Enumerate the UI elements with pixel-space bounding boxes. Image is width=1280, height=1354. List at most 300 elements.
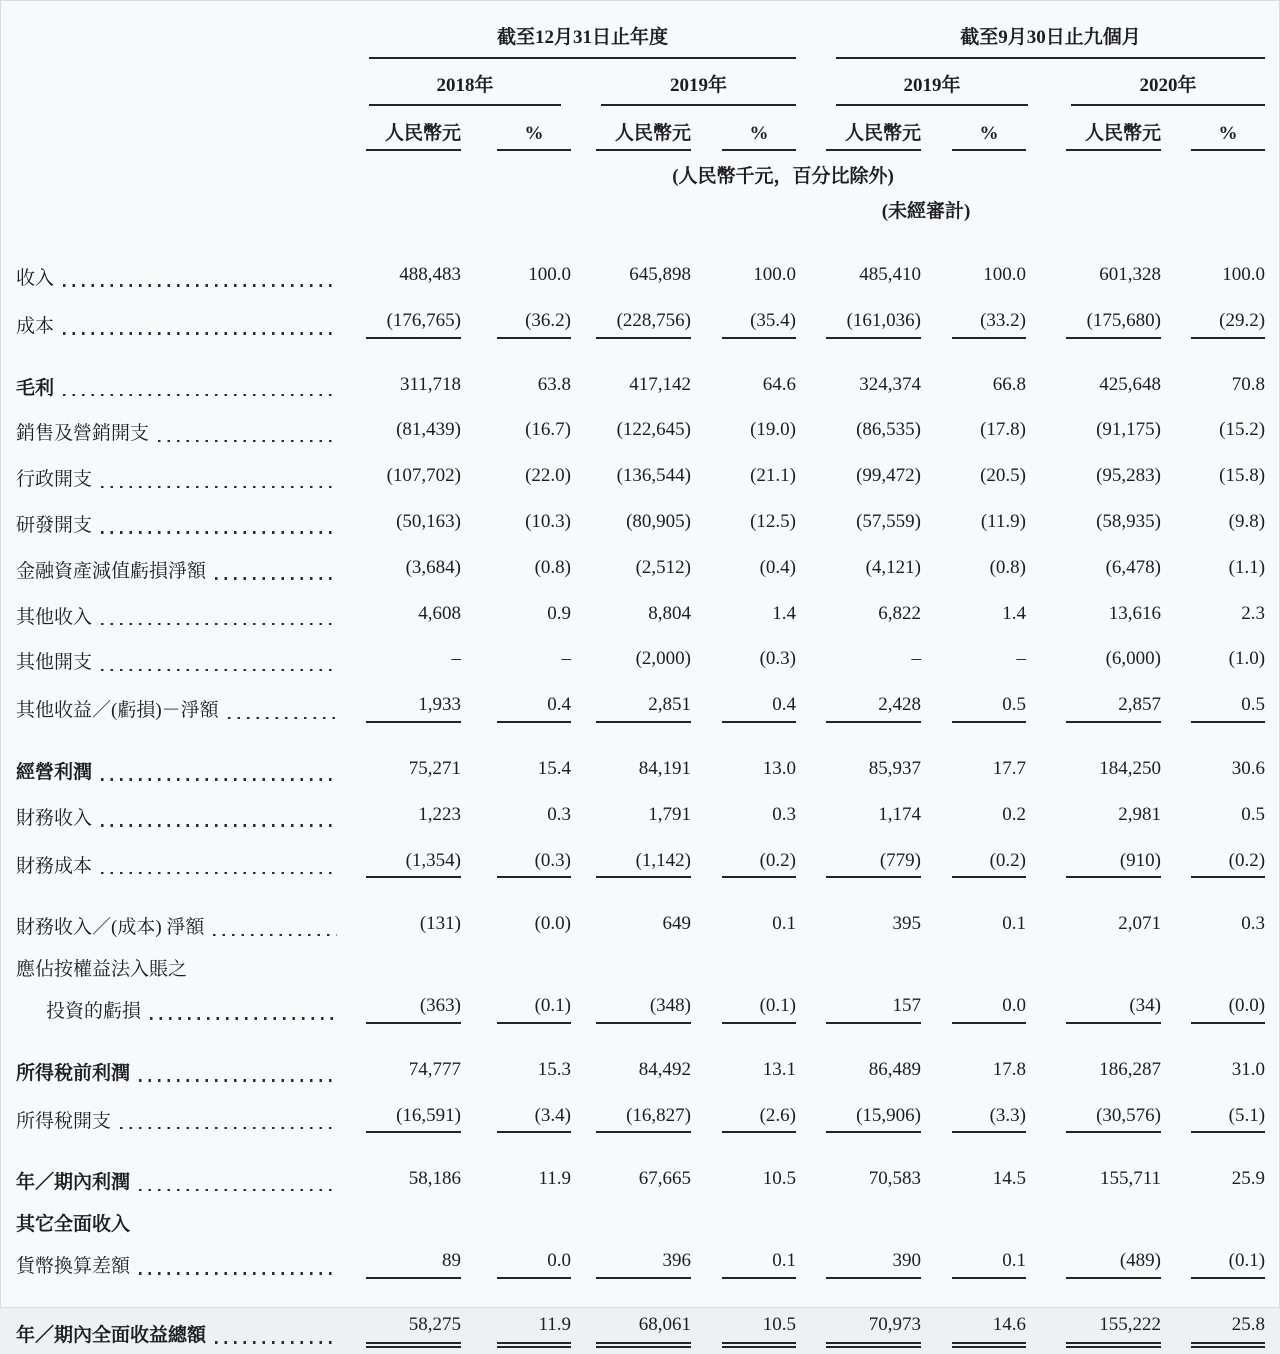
row-label-cell bbox=[16, 224, 351, 297]
value: 1,223 bbox=[418, 803, 461, 825]
value-cell bbox=[351, 729, 461, 791]
unit-row bbox=[16, 106, 1265, 152]
value: 13,616 bbox=[1108, 602, 1162, 624]
row-label: 研發開支 bbox=[16, 514, 93, 536]
value-cell bbox=[571, 544, 691, 590]
table-row bbox=[16, 729, 1265, 791]
value: 1.4 bbox=[1002, 602, 1027, 624]
value-cell bbox=[1161, 982, 1265, 1030]
value: (0.0) bbox=[1191, 995, 1265, 1024]
value-cell bbox=[796, 1285, 921, 1354]
value-cell bbox=[921, 837, 1026, 885]
value-cell bbox=[461, 345, 571, 407]
value-cell bbox=[461, 452, 571, 498]
leader-dots bbox=[158, 440, 337, 442]
unaudited-note: (未經審計) bbox=[881, 201, 971, 223]
value-cell bbox=[351, 635, 461, 681]
row-label: 其它全面收入 bbox=[16, 1214, 131, 1236]
value: 186,287 bbox=[1099, 1058, 1162, 1080]
value: 63.8 bbox=[537, 373, 571, 395]
value-cell bbox=[796, 590, 921, 636]
value: 0.4 bbox=[497, 694, 571, 723]
value-cell bbox=[461, 1285, 571, 1354]
value-cell bbox=[351, 884, 461, 946]
value: (779) bbox=[826, 850, 921, 879]
value-cell bbox=[1026, 297, 1161, 345]
value-cell bbox=[796, 681, 921, 729]
value: (34) bbox=[1066, 995, 1161, 1024]
value: 10.5 bbox=[722, 1314, 796, 1348]
currency-unit-header: 人民幣元 bbox=[826, 123, 921, 152]
value-cell bbox=[1026, 982, 1161, 1030]
period-group-row bbox=[16, 27, 1265, 59]
value-cell bbox=[571, 1237, 691, 1285]
leader-dots bbox=[101, 778, 337, 780]
value: 15.3 bbox=[537, 1058, 571, 1080]
value-cell bbox=[691, 452, 796, 498]
value: (50,163) bbox=[396, 510, 461, 532]
year-header-2018: 2018年 bbox=[369, 75, 561, 106]
row-label-cell bbox=[16, 406, 351, 452]
value: 75,271 bbox=[408, 757, 461, 779]
value: (363) bbox=[366, 995, 461, 1024]
table-row bbox=[16, 946, 1265, 982]
value: 84,492 bbox=[638, 1058, 691, 1080]
value: (0.4) bbox=[759, 556, 797, 578]
value-cell bbox=[461, 544, 571, 590]
value-cell bbox=[796, 1030, 921, 1092]
value: 0.5 bbox=[952, 694, 1026, 723]
value-cell bbox=[796, 1237, 921, 1285]
value-cell bbox=[796, 837, 921, 885]
value-cell bbox=[1161, 1092, 1265, 1140]
value-cell bbox=[1161, 1237, 1265, 1285]
table-row bbox=[16, 452, 1265, 498]
value: (0.3) bbox=[759, 648, 797, 670]
currency-unit-header: 人民幣元 bbox=[596, 123, 691, 152]
value: 11.9 bbox=[497, 1314, 571, 1348]
value-cell bbox=[461, 982, 571, 1030]
value: (57,559) bbox=[856, 510, 922, 532]
value: 2,857 bbox=[1066, 694, 1161, 723]
value: (22.0) bbox=[525, 465, 571, 487]
value: 0.1 bbox=[952, 1250, 1026, 1279]
value: (16.7) bbox=[525, 419, 571, 441]
value: (30,576) bbox=[1066, 1105, 1161, 1134]
table-row bbox=[16, 1285, 1265, 1354]
value-cell bbox=[921, 498, 1026, 544]
year-header-2020-9m: 2020年 bbox=[1071, 75, 1265, 106]
row-label-cell bbox=[16, 1237, 351, 1285]
value-cell bbox=[1026, 224, 1161, 297]
value: (489) bbox=[1066, 1250, 1161, 1279]
value: 396 bbox=[596, 1250, 691, 1279]
value: 324,374 bbox=[859, 373, 922, 395]
value: 100.0 bbox=[1222, 263, 1266, 285]
value: 100.0 bbox=[753, 263, 797, 285]
value: 25.9 bbox=[1231, 1168, 1266, 1190]
value: – bbox=[1016, 648, 1027, 670]
value: (1,142) bbox=[596, 850, 691, 879]
row-label-cell bbox=[16, 345, 351, 407]
value-cell bbox=[921, 224, 1026, 297]
value: 86,489 bbox=[868, 1058, 922, 1080]
value-cell bbox=[1161, 544, 1265, 590]
table-row bbox=[16, 791, 1265, 837]
table-row bbox=[16, 590, 1265, 636]
value-cell bbox=[461, 884, 571, 946]
value: (21.1) bbox=[750, 465, 797, 487]
value: 89 bbox=[366, 1250, 461, 1279]
value: (910) bbox=[1066, 850, 1161, 879]
value: 2,071 bbox=[1118, 913, 1162, 935]
value-cell bbox=[351, 681, 461, 729]
value: (176,765) bbox=[366, 310, 461, 339]
value: (80,905) bbox=[626, 510, 691, 532]
row-label-cell bbox=[16, 791, 351, 837]
leader-dots bbox=[139, 1189, 337, 1191]
table-row bbox=[16, 1201, 1265, 1237]
value-cell bbox=[921, 590, 1026, 636]
value-cell bbox=[921, 635, 1026, 681]
value-cell bbox=[691, 1092, 796, 1140]
value: 11.9 bbox=[538, 1168, 571, 1190]
value-cell bbox=[461, 791, 571, 837]
value: 0.1 bbox=[772, 913, 797, 935]
value: 425,648 bbox=[1099, 373, 1162, 395]
value-cell bbox=[1026, 544, 1161, 590]
value: 70,583 bbox=[868, 1168, 922, 1190]
table-row bbox=[16, 635, 1265, 681]
value-cell bbox=[1161, 498, 1265, 544]
value: 66.8 bbox=[992, 373, 1027, 395]
table-row bbox=[16, 498, 1265, 544]
income-statement-table bbox=[16, 27, 1265, 1354]
leader-dots bbox=[101, 623, 337, 625]
value-cell bbox=[571, 1139, 691, 1201]
value-cell bbox=[1161, 406, 1265, 452]
leader-dots bbox=[63, 332, 337, 334]
value-cell bbox=[796, 1139, 921, 1201]
year-row bbox=[16, 59, 1265, 106]
value-cell bbox=[571, 297, 691, 345]
period-group-annual: 截至12月31日止年度 bbox=[369, 27, 796, 59]
value: 645,898 bbox=[629, 263, 691, 285]
value-cell bbox=[571, 345, 691, 407]
value-cell bbox=[351, 1030, 461, 1092]
row-label: 年／期內利潤 bbox=[16, 1172, 131, 1194]
row-label-cell bbox=[16, 635, 351, 681]
leader-dots bbox=[63, 284, 337, 286]
table-row bbox=[16, 982, 1265, 1030]
value-cell bbox=[796, 498, 921, 544]
value: (2,512) bbox=[635, 556, 691, 578]
leader-dots bbox=[228, 717, 337, 719]
row-label: 毛利 bbox=[16, 377, 55, 399]
value-cell bbox=[571, 1030, 691, 1092]
value-cell bbox=[796, 635, 921, 681]
leader-dots bbox=[139, 1079, 337, 1081]
value: (0.8) bbox=[989, 556, 1027, 578]
value-cell bbox=[796, 982, 921, 1030]
row-label: 貨幣換算差額 bbox=[16, 1255, 131, 1277]
value-cell bbox=[1161, 681, 1265, 729]
value: 6,822 bbox=[878, 602, 922, 624]
value: 157 bbox=[826, 995, 921, 1024]
value-cell bbox=[461, 224, 571, 297]
value: (0.1) bbox=[1191, 1250, 1265, 1279]
value: 0.3 bbox=[772, 803, 797, 825]
value-cell bbox=[1026, 590, 1161, 636]
empty-values-cell bbox=[351, 1201, 1265, 1237]
value-cell bbox=[1026, 884, 1161, 946]
value-cell bbox=[1026, 1285, 1161, 1354]
value: (2.6) bbox=[722, 1105, 796, 1134]
value-cell bbox=[461, 681, 571, 729]
value-cell bbox=[921, 982, 1026, 1030]
value-cell bbox=[691, 884, 796, 946]
row-label: 財務收入 bbox=[16, 807, 93, 829]
value: (15,906) bbox=[826, 1105, 921, 1134]
value: 155,222 bbox=[1066, 1314, 1161, 1348]
table-row bbox=[16, 1139, 1265, 1201]
value: (107,702) bbox=[386, 465, 461, 487]
value: 64.6 bbox=[762, 373, 797, 395]
value-cell bbox=[351, 837, 461, 885]
value-cell bbox=[351, 452, 461, 498]
value: 649 bbox=[662, 913, 691, 935]
value-cell bbox=[691, 345, 796, 407]
leader-dots bbox=[213, 934, 337, 936]
value: 67,665 bbox=[638, 1168, 691, 1190]
value-cell bbox=[461, 1030, 571, 1092]
value-cell bbox=[1161, 1139, 1265, 1201]
value: 0.2 bbox=[1002, 803, 1027, 825]
value: (29.2) bbox=[1191, 310, 1265, 339]
value-cell bbox=[571, 982, 691, 1030]
value: 85,937 bbox=[868, 757, 922, 779]
value: (3.4) bbox=[497, 1105, 571, 1134]
value: (6,000) bbox=[1105, 648, 1162, 670]
value-cell bbox=[1026, 791, 1161, 837]
value-cell bbox=[571, 729, 691, 791]
table-row bbox=[16, 681, 1265, 729]
value-cell bbox=[796, 406, 921, 452]
value: 0.0 bbox=[952, 995, 1026, 1024]
table-row bbox=[16, 837, 1265, 885]
row-label: 收入 bbox=[16, 267, 55, 289]
value-cell bbox=[351, 791, 461, 837]
value: 17.8 bbox=[992, 1058, 1027, 1080]
value-cell bbox=[796, 224, 921, 297]
value: 13.0 bbox=[762, 757, 797, 779]
leader-dots bbox=[101, 824, 337, 826]
value: (11.9) bbox=[980, 510, 1027, 532]
value-cell bbox=[691, 982, 796, 1030]
value-cell bbox=[351, 406, 461, 452]
value-cell bbox=[351, 498, 461, 544]
value: – bbox=[561, 648, 571, 670]
value: 58,275 bbox=[366, 1314, 461, 1348]
value: (136,544) bbox=[616, 465, 691, 487]
row-label: 財務成本 bbox=[16, 855, 93, 877]
value-cell bbox=[1161, 729, 1265, 791]
percent-unit-header: % bbox=[497, 123, 571, 152]
value: 8,804 bbox=[648, 602, 691, 624]
value: 0.3 bbox=[1241, 913, 1266, 935]
leader-dots bbox=[101, 486, 337, 488]
value: (131) bbox=[419, 913, 461, 935]
value-cell bbox=[461, 1092, 571, 1140]
value: 485,410 bbox=[859, 263, 922, 285]
value: (122,645) bbox=[616, 419, 691, 441]
value: (20.5) bbox=[980, 465, 1027, 487]
value-cell bbox=[1161, 884, 1265, 946]
value: 0.1 bbox=[722, 1250, 796, 1279]
value-cell bbox=[351, 297, 461, 345]
value-cell bbox=[571, 681, 691, 729]
value-cell bbox=[461, 635, 571, 681]
row-label-cell bbox=[16, 544, 351, 590]
value-cell bbox=[571, 406, 691, 452]
table-row bbox=[16, 884, 1265, 946]
value: 395 bbox=[892, 913, 922, 935]
value: (0.0) bbox=[534, 913, 571, 935]
row-label-cell bbox=[16, 297, 351, 345]
value: (0.1) bbox=[722, 995, 796, 1024]
value-cell bbox=[571, 635, 691, 681]
row-label: 應佔按權益法入賬之 bbox=[16, 959, 188, 981]
units-note: (人民幣千元，百分比除外) bbox=[672, 166, 894, 188]
value-cell bbox=[1026, 681, 1161, 729]
value: 0.4 bbox=[722, 694, 796, 723]
value: 14.6 bbox=[952, 1314, 1026, 1348]
value: (5.1) bbox=[1191, 1105, 1265, 1134]
row-label: 所得稅前利潤 bbox=[16, 1062, 131, 1084]
row-label: 投資的虧損 bbox=[46, 1000, 142, 1022]
value-cell bbox=[796, 452, 921, 498]
value: 0.5 bbox=[1241, 803, 1266, 825]
value-cell bbox=[796, 544, 921, 590]
value: 100.0 bbox=[528, 263, 571, 285]
value-cell bbox=[921, 406, 1026, 452]
row-label: 財務收入／(成本) 淨額 bbox=[16, 917, 205, 939]
value-cell bbox=[461, 297, 571, 345]
value-cell bbox=[1026, 1139, 1161, 1201]
value: 10.5 bbox=[762, 1168, 797, 1190]
leader-dots bbox=[63, 394, 337, 396]
value-cell bbox=[571, 452, 691, 498]
value-cell bbox=[691, 1285, 796, 1354]
value: 84,191 bbox=[638, 757, 691, 779]
value: 0.0 bbox=[497, 1250, 571, 1279]
value-cell bbox=[1026, 1237, 1161, 1285]
value: 601,328 bbox=[1099, 263, 1162, 285]
value: (0.8) bbox=[534, 556, 571, 578]
value-cell bbox=[1026, 345, 1161, 407]
leader-dots bbox=[215, 577, 337, 579]
value: (0.2) bbox=[952, 850, 1026, 879]
value-cell bbox=[691, 681, 796, 729]
value: (9.8) bbox=[1228, 510, 1266, 532]
row-label-cell bbox=[16, 1201, 351, 1237]
value: (19.0) bbox=[750, 419, 797, 441]
value: 58,186 bbox=[408, 1168, 461, 1190]
value: 14.5 bbox=[992, 1168, 1027, 1190]
value-cell bbox=[691, 544, 796, 590]
leader-dots bbox=[139, 1272, 337, 1274]
value-cell bbox=[1161, 452, 1265, 498]
value: (15.8) bbox=[1219, 465, 1266, 487]
value: 488,483 bbox=[399, 263, 461, 285]
value-cell bbox=[351, 590, 461, 636]
row-label: 其他收益／(虧損)－淨額 bbox=[16, 700, 219, 722]
value: 4,608 bbox=[418, 602, 461, 624]
row-label: 金融資產減值虧損淨額 bbox=[16, 560, 207, 582]
row-label-cell bbox=[16, 946, 351, 982]
value: 100.0 bbox=[983, 263, 1027, 285]
value: (58,935) bbox=[1096, 510, 1162, 532]
value: 155,711 bbox=[1099, 1168, 1162, 1190]
period-group-nine-months: 截至9月30日止九個月 bbox=[836, 27, 1265, 59]
value-cell bbox=[351, 1139, 461, 1201]
value: 1,791 bbox=[648, 803, 691, 825]
value-cell bbox=[1026, 837, 1161, 885]
value: (0.2) bbox=[1191, 850, 1265, 879]
table-row bbox=[16, 1030, 1265, 1092]
unaudited-note-row bbox=[16, 189, 1265, 224]
value: (2,000) bbox=[635, 648, 691, 670]
value-cell bbox=[691, 1237, 796, 1285]
value: 70,973 bbox=[826, 1314, 921, 1348]
value-cell bbox=[1026, 406, 1161, 452]
value: 417,142 bbox=[629, 373, 691, 395]
value-cell bbox=[351, 1237, 461, 1285]
value-cell bbox=[1026, 729, 1161, 791]
value-cell bbox=[921, 297, 1026, 345]
value-cell bbox=[796, 297, 921, 345]
row-label-cell bbox=[16, 498, 351, 544]
value: 1,174 bbox=[878, 803, 922, 825]
leader-dots bbox=[120, 1127, 337, 1129]
value-cell bbox=[461, 837, 571, 885]
row-label-cell bbox=[16, 1285, 351, 1354]
value-cell bbox=[1161, 837, 1265, 885]
value: (0.2) bbox=[722, 850, 796, 879]
value: (1,354) bbox=[366, 850, 461, 879]
value-cell bbox=[921, 1237, 1026, 1285]
value: (3.3) bbox=[952, 1105, 1026, 1134]
value-cell bbox=[1026, 1030, 1161, 1092]
value: (1.1) bbox=[1228, 556, 1266, 578]
value: (4,121) bbox=[865, 556, 922, 578]
value-cell bbox=[1026, 452, 1161, 498]
row-label-cell bbox=[16, 452, 351, 498]
value: (16,827) bbox=[596, 1105, 691, 1134]
value: 2,851 bbox=[596, 694, 691, 723]
value-cell bbox=[691, 635, 796, 681]
row-label: 經營利潤 bbox=[16, 761, 93, 783]
year-header-2019: 2019年 bbox=[601, 75, 796, 106]
value-cell bbox=[1161, 635, 1265, 681]
row-label: 其他收入 bbox=[16, 606, 93, 628]
value: 2,428 bbox=[826, 694, 921, 723]
row-label-cell bbox=[16, 590, 351, 636]
value: 0.9 bbox=[547, 602, 571, 624]
leader-dots bbox=[101, 669, 337, 671]
value-cell bbox=[691, 1030, 796, 1092]
value-cell bbox=[921, 452, 1026, 498]
